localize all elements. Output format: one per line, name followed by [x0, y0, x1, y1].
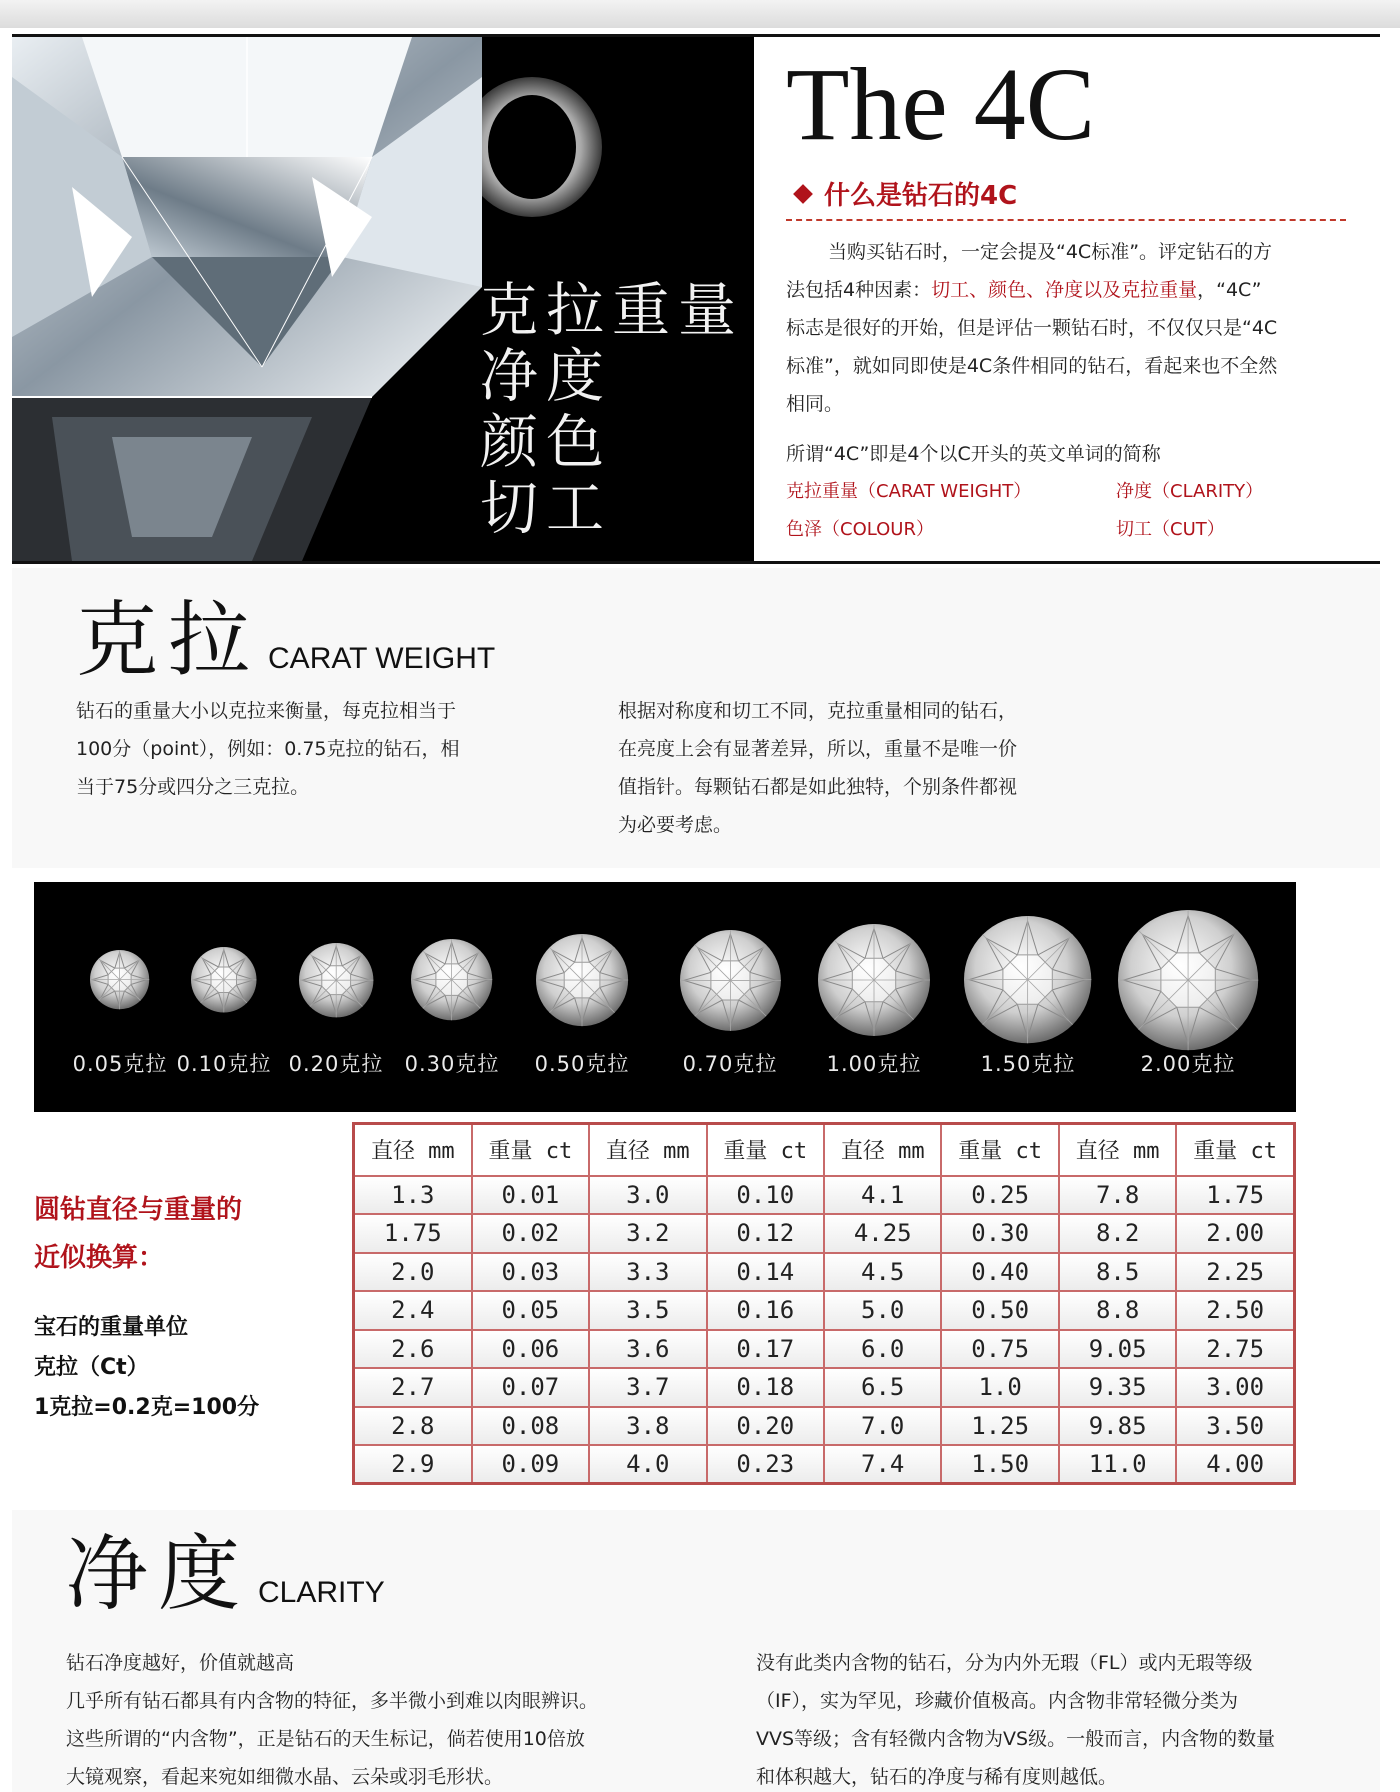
diamond-gem-icon — [534, 932, 630, 1028]
table-header-cell: 直径 mm — [589, 1124, 706, 1176]
table-cell: 4.1 — [824, 1176, 941, 1215]
intro-highlight: 切工、颜色、净度以及克拉重量 — [931, 279, 1198, 301]
gem-carat-label: 1.00克拉 — [826, 1052, 922, 1076]
clarity-heading — [66, 1527, 385, 1622]
table-cell: 0.02 — [472, 1214, 589, 1253]
table-cell: 2.6 — [354, 1330, 472, 1369]
intro-line — [786, 233, 1356, 271]
table-cell: 0.16 — [707, 1291, 824, 1330]
table-header-row — [354, 1124, 1295, 1176]
term-cut: 切工（CUT） — [1116, 519, 1225, 540]
intro-text: 标志是很好的开始，但是评估一颗钻石时，不仅仅只是“4C — [786, 317, 1278, 339]
table-header-cell: 直径 mm — [1059, 1124, 1176, 1176]
diamond-gem-icon — [297, 941, 375, 1019]
clarity-left-line: 这些所谓的“内含物”，正是钻石的天生标记，倘若使用10倍放 — [66, 1728, 585, 1750]
section-subtitle — [796, 175, 1017, 212]
table-cell: 2.9 — [354, 1445, 472, 1484]
top-bar — [0, 0, 1400, 28]
table-cell: 4.25 — [824, 1214, 941, 1253]
subtitle-text: 什么是钻石的4C — [824, 181, 1018, 211]
table-cell: 1.75 — [354, 1214, 472, 1253]
table-cell: 7.8 — [1059, 1176, 1176, 1215]
table-cell: 2.4 — [354, 1291, 472, 1330]
table-cell: 2.0 — [354, 1253, 472, 1292]
table-cell: 0.03 — [472, 1253, 589, 1292]
table-cell: 8.2 — [1059, 1214, 1176, 1253]
table-cell: 0.18 — [707, 1368, 824, 1407]
diamond-photo — [12, 37, 754, 561]
carat-left-line: 100分（point），例如：0.75克拉的钻石，相 — [76, 738, 460, 760]
conversion-title — [34, 1186, 242, 1282]
diamond-gem-icon — [816, 922, 932, 1038]
table-cell: 7.4 — [824, 1445, 941, 1484]
table-cell: 0.10 — [707, 1176, 824, 1215]
gem-carat-label: 1.50克拉 — [980, 1052, 1076, 1076]
table-cell: 4.0 — [589, 1445, 706, 1484]
table-cell: 3.00 — [1176, 1368, 1294, 1407]
table-cell: 3.5 — [589, 1291, 706, 1330]
gem-carat-label: 0.50克拉 — [534, 1052, 630, 1076]
table-cell: 0.20 — [707, 1407, 824, 1446]
diamond-gem-icon — [962, 914, 1093, 1045]
intro-line — [786, 271, 1356, 309]
table-cell: 2.7 — [354, 1368, 472, 1407]
table-row — [354, 1253, 1295, 1292]
table-cell: 9.35 — [1059, 1368, 1176, 1407]
table-header-cell: 重量 ct — [941, 1124, 1058, 1176]
intro-line — [786, 385, 1356, 423]
table-cell: 7.0 — [824, 1407, 941, 1446]
table-cell: 3.7 — [589, 1368, 706, 1407]
table-header-cell: 直径 mm — [824, 1124, 941, 1176]
table-cell: 2.25 — [1176, 1253, 1294, 1292]
page-title: The 4C — [786, 47, 1096, 162]
term-carat-weight: 克拉重量（CARAT WEIGHT） — [786, 481, 1032, 502]
table-cell: 0.75 — [941, 1330, 1058, 1369]
table-cell: 2.8 — [354, 1407, 472, 1446]
hero-text-panel — [754, 37, 1380, 561]
unit-line: 克拉（Ct） — [34, 1355, 149, 1380]
table-cell: 4.5 — [824, 1253, 941, 1292]
table-cell: 0.17 — [707, 1330, 824, 1369]
carat-left-line: 当于75分或四分之三克拉。 — [76, 776, 310, 798]
table-cell: 9.05 — [1059, 1330, 1176, 1369]
intro-text: 相同。 — [786, 393, 844, 415]
gem-carat-label: 2.00克拉 — [1140, 1052, 1236, 1076]
carat-left-paragraph — [76, 692, 460, 806]
hero-words — [480, 277, 744, 541]
diamond-gem-icon — [88, 948, 151, 1011]
clarity-left-paragraph — [66, 1644, 598, 1792]
table-cell: 1.50 — [941, 1445, 1058, 1484]
gem-carat-label: 0.10克拉 — [176, 1052, 272, 1076]
dashed-divider — [786, 219, 1346, 221]
hero-word-cut: 切工 — [480, 474, 613, 542]
table-cell: 0.25 — [941, 1176, 1058, 1215]
carat-right-line: 值指针。每颗钻石都是如此独特，个别条件都视 — [618, 776, 1018, 798]
conversion-title-line: 近似换算： — [34, 1243, 165, 1273]
table-cell: 1.75 — [1176, 1176, 1294, 1215]
table-cell: 0.07 — [472, 1368, 589, 1407]
table-cell: 0.01 — [472, 1176, 589, 1215]
hero-banner — [12, 34, 1380, 564]
table-cell: 0.09 — [472, 1445, 589, 1484]
intro-text: 法包括4种因素： — [786, 279, 932, 301]
diameter-weight-table — [352, 1122, 1296, 1485]
intro-text: 当购买钻石时，一定会提及“4C标准”。评定钻石的方 — [828, 241, 1273, 263]
hero-word-carat: 克拉重量 — [480, 276, 745, 344]
table-cell: 0.50 — [941, 1291, 1058, 1330]
table-row — [354, 1445, 1295, 1484]
weight-unit-note — [34, 1308, 259, 1428]
intro-paragraph — [786, 233, 1356, 423]
table-cell: 0.14 — [707, 1253, 824, 1292]
table-row — [354, 1291, 1295, 1330]
clarity-right-line: 和体积越大，钻石的净度与稀有度则越低。 — [756, 1766, 1118, 1788]
clarity-right-paragraph — [756, 1644, 1275, 1792]
table-row — [354, 1407, 1295, 1446]
diamond-gem-icon — [409, 937, 494, 1022]
term-clarity: 净度（CLARITY） — [1116, 481, 1264, 502]
table-cell: 4.00 — [1176, 1445, 1294, 1484]
clarity-right-line: 没有此类内含物的钻石，分为内外无瑕（FL）或内无瑕等级 — [756, 1652, 1253, 1674]
hero-word-colour: 颜色 — [480, 408, 613, 476]
table-cell: 3.2 — [589, 1214, 706, 1253]
clarity-heading-en: CLARITY — [258, 1576, 385, 1609]
conversion-title-line: 圆钻直径与重量的 — [34, 1195, 243, 1225]
clarity-right-line: （IF），实为罕见，珍藏价值极高。内含物非常轻微分类为 — [756, 1690, 1239, 1712]
table-cell: 1.25 — [941, 1407, 1058, 1446]
table-cell: 0.08 — [472, 1407, 589, 1446]
diamond-gem-icon — [189, 945, 259, 1015]
table-cell: 3.50 — [1176, 1407, 1294, 1446]
table-header-cell: 重量 ct — [707, 1124, 824, 1176]
intro-line — [786, 347, 1356, 385]
gem-carat-label: 0.70克拉 — [682, 1052, 778, 1076]
hero-word-clarity: 净度 — [480, 342, 613, 410]
table-cell: 6.0 — [824, 1330, 941, 1369]
carat-heading-cn: 克拉 — [76, 593, 261, 688]
intro-text: 标准”，就如同即使是4C条件相同的钻石，看起来也不全然 — [786, 355, 1278, 377]
clarity-right-line: VVS等级；含有轻微内含物为VS级。一般而言，内含物的数量 — [756, 1728, 1276, 1750]
carat-right-line: 根据对称度和切工不同，克拉重量相同的钻石， — [618, 700, 1018, 722]
so-called-text: 所谓“4C”即是4个以C开头的英文单词的简称 — [786, 443, 1161, 465]
table-cell: 2.50 — [1176, 1291, 1294, 1330]
table-cell: 6.5 — [824, 1368, 941, 1407]
table-row — [354, 1214, 1295, 1253]
unit-line: 1克拉=0.2克=100分 — [34, 1395, 260, 1420]
table-cell: 0.06 — [472, 1330, 589, 1369]
table-cell: 3.6 — [589, 1330, 706, 1369]
diamond-gem-icon — [1116, 908, 1260, 1052]
table-cell: 0.12 — [707, 1214, 824, 1253]
unit-line: 宝石的重量单位 — [34, 1315, 189, 1340]
diamond-gem-icon — [678, 928, 783, 1033]
table-cell: 11.0 — [1059, 1445, 1176, 1484]
four-c-terms — [786, 477, 1356, 553]
carat-heading — [76, 593, 496, 688]
gem-carat-label: 0.05克拉 — [72, 1052, 168, 1076]
table-cell: 0.40 — [941, 1253, 1058, 1292]
table-cell: 0.23 — [707, 1445, 824, 1484]
table-cell: 3.3 — [589, 1253, 706, 1292]
table-header-cell: 直径 mm — [354, 1124, 472, 1176]
gem-carat-label: 0.20克拉 — [288, 1052, 384, 1076]
term-colour: 色泽（COLOUR） — [786, 519, 934, 540]
table-cell: 9.85 — [1059, 1407, 1176, 1446]
table-cell: 5.0 — [824, 1291, 941, 1330]
table-header-cell: 重量 ct — [472, 1124, 589, 1176]
carat-left-line: 钻石的重量大小以克拉来衡量，每克拉相当于 — [76, 700, 457, 722]
table-row — [354, 1330, 1295, 1369]
clarity-left-line: 大镜观察，看起来宛如细微水晶、云朵或羽毛形状。 — [66, 1766, 504, 1788]
intro-text: ，“4C” — [1197, 279, 1262, 301]
table-cell: 3.0 — [589, 1176, 706, 1215]
table-cell: 8.5 — [1059, 1253, 1176, 1292]
gem-carat-label: 0.30克拉 — [404, 1052, 500, 1076]
table-row — [354, 1368, 1295, 1407]
table-cell: 0.05 — [472, 1291, 589, 1330]
table-cell: 1.3 — [354, 1176, 472, 1215]
carat-right-line: 为必要考虑。 — [618, 814, 733, 836]
table-row — [354, 1176, 1295, 1215]
table-cell: 1.0 — [941, 1368, 1058, 1407]
table-cell: 2.00 — [1176, 1214, 1294, 1253]
carat-right-paragraph — [618, 692, 1017, 844]
table-cell: 8.8 — [1059, 1291, 1176, 1330]
table-header-cell: 重量 ct — [1176, 1124, 1294, 1176]
clarity-heading-cn: 净度 — [66, 1527, 251, 1622]
diamond-bullet-icon — [793, 184, 813, 204]
intro-line — [786, 309, 1356, 347]
diamond-size-strip — [34, 882, 1296, 1112]
table-cell: 2.75 — [1176, 1330, 1294, 1369]
clarity-left-line: 几乎所有钻石都具有内含物的特征，多半微小到难以肉眼辨识。 — [66, 1690, 599, 1712]
carat-right-line: 在亮度上会有显著差异，所以，重量不是唯一价 — [618, 738, 1018, 760]
clarity-left-line: 钻石净度越好，价值就越高 — [66, 1652, 295, 1674]
carat-heading-en: CARAT WEIGHT — [268, 642, 496, 675]
table-cell: 3.8 — [589, 1407, 706, 1446]
table-cell: 0.30 — [941, 1214, 1058, 1253]
